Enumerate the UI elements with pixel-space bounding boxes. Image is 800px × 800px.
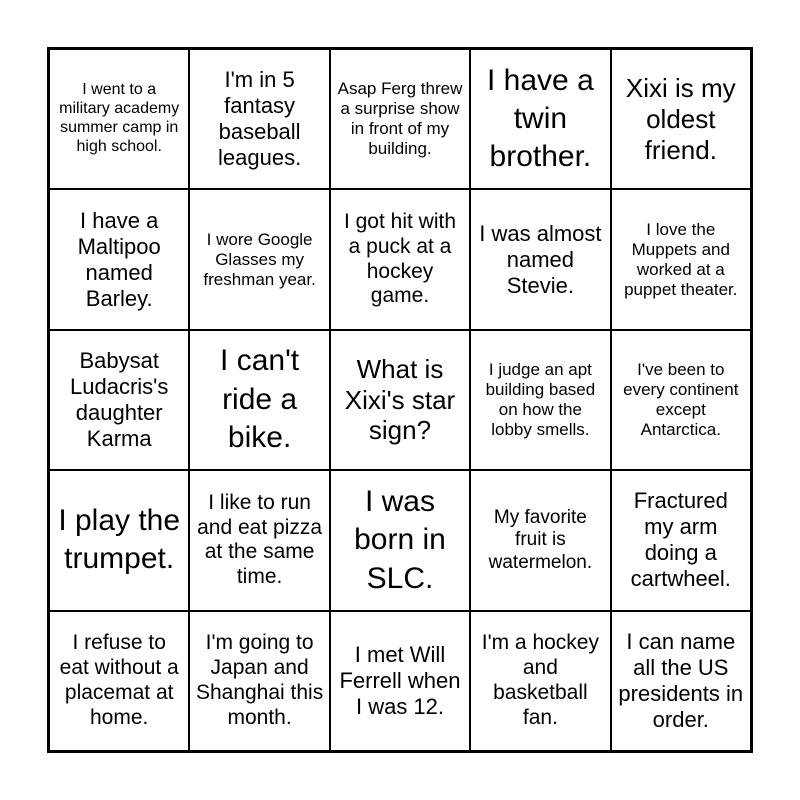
cell-text: Babysat Ludacris's daughter Karma — [70, 348, 169, 451]
bingo-cell[interactable] — [49, 611, 189, 751]
cell-text: I was born in SLC. — [354, 484, 446, 595]
bingo-cell[interactable] — [611, 611, 751, 751]
bingo-cell[interactable] — [330, 189, 470, 329]
cell-text: I judge an apt building based on how the lobby smells. — [485, 359, 596, 440]
bingo-cell[interactable] — [330, 611, 470, 751]
cell-text: I got hit with a puck at a hockey game. — [343, 210, 457, 308]
cell-text: I play the trumpet. — [58, 504, 181, 576]
bingo-cell[interactable] — [189, 189, 329, 329]
bingo-cell[interactable] — [49, 189, 189, 329]
cell-text: I'm going to Japan and Shanghai this month. — [195, 631, 324, 729]
bingo-cell[interactable] — [49, 330, 189, 470]
bingo-cell[interactable] — [611, 189, 751, 329]
cell-text: I have a twin brother. — [487, 63, 594, 174]
cell-text: I wore Google Glasses my freshman year. — [203, 229, 316, 289]
cell-text: I can name all the US presidents in order. — [618, 628, 744, 732]
bingo-cell[interactable] — [330, 470, 470, 610]
cell-text: I like to run and eat pizza at the same time. — [197, 490, 323, 589]
bingo-board — [47, 47, 753, 753]
cell-text: My favorite fruit is watermelon. — [488, 506, 593, 573]
bingo-cell[interactable] — [330, 330, 470, 470]
bingo-cell[interactable] — [470, 470, 610, 610]
bingo-cell[interactable] — [189, 470, 329, 610]
bingo-cell[interactable] — [611, 330, 751, 470]
cell-text: I have a Maltipoo named Barley. — [77, 207, 161, 311]
cell-text: Xixi is my oldest friend. — [625, 73, 736, 165]
cell-text: I'm in 5 fantasy baseball leagues. — [218, 67, 302, 171]
bingo-cell[interactable] — [470, 611, 610, 751]
cell-text: I was almost named Stevie. — [479, 220, 602, 298]
bingo-cell[interactable] — [189, 49, 329, 189]
bingo-cell[interactable] — [330, 49, 470, 189]
cell-text: I met Will Ferrell when I was 12. — [339, 641, 461, 719]
cell-text: What is Xixi's star sign? — [344, 353, 456, 446]
bingo-cell[interactable] — [470, 330, 610, 470]
cell-text: I'm a hockey and basketball fan. — [481, 631, 599, 729]
cell-text: I love the Muppets and worked at a puppet theater. — [624, 219, 738, 299]
bingo-cell[interactable] — [470, 189, 610, 329]
cell-text: Asap Ferg threw a surprise show in front of my building. — [337, 79, 463, 159]
bingo-cell[interactable] — [611, 470, 751, 610]
cell-text: I can't ride a bike. — [220, 344, 300, 455]
bingo-cell[interactable] — [611, 49, 751, 189]
bingo-cell[interactable] — [189, 330, 329, 470]
cell-text: I refuse to eat without a placemat at home. — [59, 631, 179, 729]
cell-text: Fractured my arm doing a cartwheel. — [630, 488, 731, 592]
bingo-cell[interactable] — [49, 49, 189, 189]
cell-text: I went to a military academy summer camp in high school. — [59, 81, 180, 156]
bingo-cell[interactable] — [49, 470, 189, 610]
bingo-cell[interactable] — [470, 49, 610, 189]
bingo-cell[interactable] — [189, 611, 329, 751]
cell-text: I've been to every continent except Antarctica. — [623, 359, 739, 440]
